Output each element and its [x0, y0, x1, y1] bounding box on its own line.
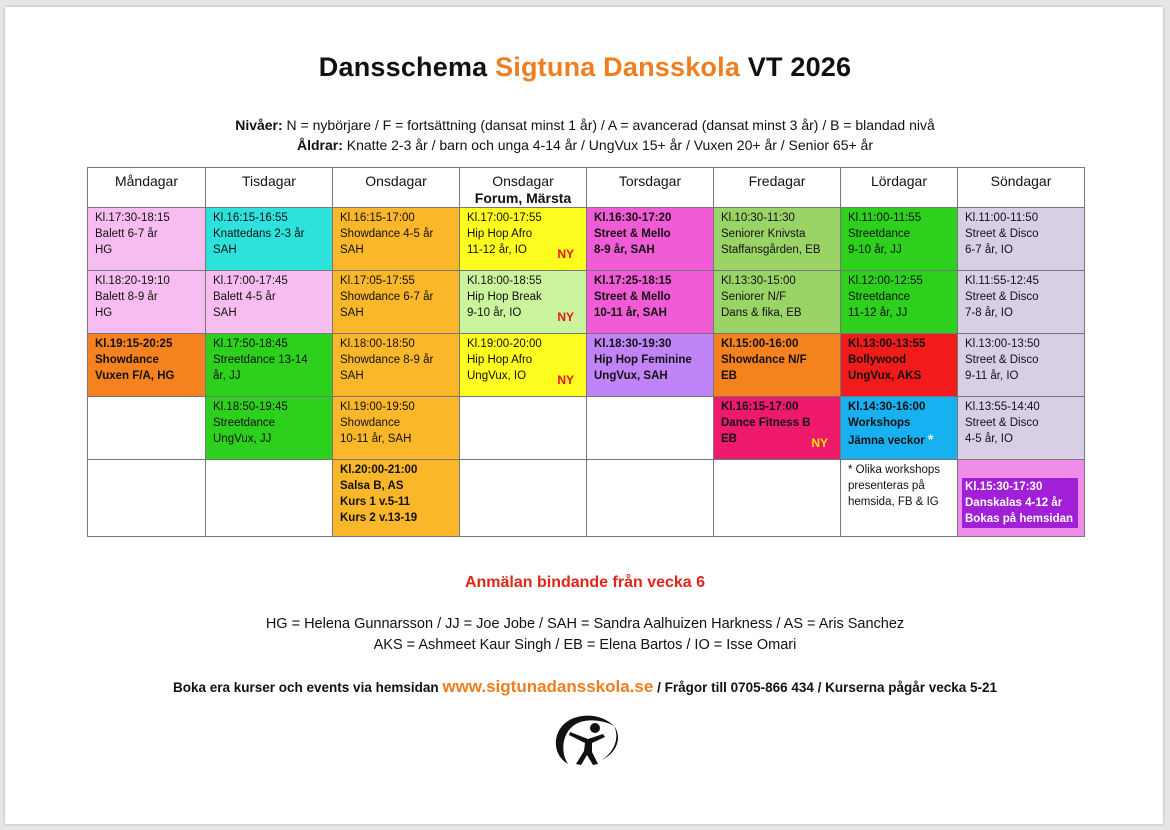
- slot-line: Kl.11:00-11:50: [965, 212, 1039, 224]
- empty-slot: [460, 460, 587, 537]
- slot-line: Knattedans 2-3 år: [213, 228, 305, 240]
- slot-line: 11-12 år, JJ: [848, 307, 908, 319]
- class-slot: [587, 208, 714, 271]
- slot-line: Vuxen F/A, HG: [95, 370, 175, 382]
- slot-line: Kl.20:00-21:00: [340, 464, 418, 476]
- slot-line: Kl.17:00-17:45: [213, 275, 288, 287]
- booking-pre: Boka era kurser och events via hemsidan: [172, 680, 443, 695]
- slot-line: Kl.15:30-17:30: [965, 481, 1043, 493]
- slot-line: 9-10 år, IO: [467, 307, 522, 319]
- slot-line: Kl.18:30-19:30: [594, 338, 672, 350]
- slot-line: Kurs 2 v.13-19: [340, 512, 418, 524]
- slot-line: 7-8 år, IO: [965, 307, 1013, 319]
- slot-line: 9-10 år, JJ: [848, 244, 902, 256]
- slot-line: Kl.11:00-11:55: [848, 212, 922, 224]
- schedule-row: [88, 334, 1085, 397]
- slot-line: UngVux, SAH: [594, 370, 668, 382]
- slot-line: * Olika workshops: [848, 464, 941, 476]
- class-slot: [714, 334, 841, 397]
- slot-line: Street & Disco: [965, 228, 1039, 240]
- class-slot: [958, 208, 1085, 271]
- slot-line: Showdance 4-5 år: [340, 228, 434, 240]
- class-slot: [714, 271, 841, 334]
- class-slot: [841, 208, 958, 271]
- slot-line: SAH: [213, 307, 237, 319]
- slot-line: presenteras på: [848, 480, 925, 492]
- day-header: Onsdagar: [333, 168, 460, 208]
- new-badge: NY: [557, 373, 574, 387]
- class-slot: [958, 271, 1085, 334]
- class-slot: [841, 334, 958, 397]
- class-slot: [333, 460, 460, 537]
- slot-line: 9-11 år, IO: [965, 370, 1019, 382]
- class-slot: [333, 271, 460, 334]
- slot-line: Balett 8-9 år: [95, 291, 158, 303]
- slot-line: Showdance 6-7 år: [340, 291, 434, 303]
- day-header: Måndagar: [88, 168, 206, 208]
- workshop-note: [841, 460, 958, 537]
- title-prefix: Dansschema: [318, 52, 496, 82]
- class-slot: [841, 271, 958, 334]
- slot-line: 6-7 år, IO: [965, 244, 1013, 256]
- slot-line: HG: [95, 307, 113, 319]
- slot-line: Kl.19:00-20:00: [467, 338, 542, 350]
- empty-slot: [88, 460, 206, 537]
- new-badge: NY: [811, 436, 828, 450]
- slot-line: Street & Mello: [594, 228, 671, 240]
- slot-line: Showdance 8-9 år: [340, 354, 434, 366]
- slot-line: Kl.17:05-17:55: [340, 275, 415, 287]
- class-slot: [841, 397, 958, 460]
- empty-slot: [206, 460, 333, 537]
- slot-line: 10-11 år, SAH: [340, 433, 412, 445]
- slot-line: 8-9 år, SAH: [594, 244, 655, 256]
- slot-line: Kl.18:20-19:10: [95, 275, 170, 287]
- slot-line: Kl.17:25-18:15: [594, 275, 672, 287]
- slot-line-wrap: [848, 431, 953, 449]
- levels-text: N = nybörjare / F = fortsättning (dansat minst 1 år) / A = avancerad (dansat minst 3 år) / B = blandad nivå: [282, 117, 935, 133]
- slot-line: Kl.17:50-18:45: [213, 338, 288, 350]
- teacher-legend-1: HG = Helena Gunnarsson / JJ = Joe Jobe / SAH = Sandra Aalhuizen Harkness / AS = Aris Sanchez: [265, 616, 905, 632]
- slot-line: Kl.13:30-15:00: [721, 275, 796, 287]
- slot-line: Street & Disco: [965, 354, 1039, 366]
- day-header: Lördagar: [841, 168, 958, 208]
- day-header: Torsdagar: [587, 168, 714, 208]
- danskalas-box: [962, 478, 1078, 528]
- slot-line: Seniorer Knivsta: [721, 228, 806, 240]
- class-slot: [206, 397, 333, 460]
- slot-line: Kl.16:30-17:20: [594, 212, 672, 224]
- slot-line: SAH: [213, 244, 237, 256]
- levels-legend: [0, 117, 1170, 133]
- signup-notice: Anmälan bindande från vecka 6: [464, 574, 706, 591]
- class-slot: [714, 208, 841, 271]
- slot-line: Kl.12:00-12:55: [848, 275, 923, 287]
- slot-line: UngVux, JJ: [213, 433, 272, 445]
- empty-slot: [587, 397, 714, 460]
- ages-label: Åldrar:: [296, 137, 343, 153]
- slot-line: Staffansgården, EB: [721, 244, 821, 256]
- class-slot: [714, 397, 841, 460]
- slot-line: EB: [721, 370, 737, 382]
- class-slot: [88, 271, 206, 334]
- empty-slot: [88, 397, 206, 460]
- ages-legend: [0, 137, 1170, 153]
- slot-line: Showdance: [340, 417, 401, 429]
- slot-line: Bokas på hemsidan: [965, 513, 1074, 525]
- slot-line: SAH: [340, 244, 364, 256]
- empty-slot: [587, 460, 714, 537]
- slot-line: Streetdance: [213, 417, 276, 429]
- day-header: Söndagar: [958, 168, 1085, 208]
- slot-line: Hip Hop Feminine: [594, 354, 692, 366]
- slot-line: Hip Hop Break: [467, 291, 542, 303]
- class-slot: [333, 397, 460, 460]
- slot-line: 4-5 år, IO: [965, 433, 1013, 445]
- slot-line: Kl.18:00-18:55: [467, 275, 542, 287]
- slot-line: Streetdance 13-14: [213, 354, 308, 366]
- slot-line: Kl.11:55-12:45: [965, 275, 1039, 287]
- class-slot: [88, 208, 206, 271]
- slot-line: Seniorer N/F: [721, 291, 787, 303]
- ages-text: Knatte 2-3 år / barn och unga 4-14 år / UngVux 15+ år / Vuxen 20+ år / Senior 65+ år: [342, 137, 874, 153]
- slot-line: Kl.16:15-17:00: [721, 401, 799, 413]
- slot-line: Kl.14:30-16:00: [848, 401, 926, 413]
- class-slot: [958, 334, 1085, 397]
- empty-slot: [714, 460, 841, 537]
- forum-location: Forum, Märsta: [474, 190, 572, 206]
- slot-line: EB: [721, 433, 737, 445]
- slot-line: Street & Mello: [594, 291, 671, 303]
- slot-line: Salsa B, AS: [340, 480, 404, 492]
- slot-line: Kl.17:00-17:55: [467, 212, 542, 224]
- new-badge: NY: [557, 310, 574, 324]
- slot-line: Kl.10:30-11:30: [721, 212, 795, 224]
- slot-line: Kl.13:55-14:40: [965, 401, 1040, 413]
- day-header: Tisdagar: [206, 168, 333, 208]
- slot-line: Hip Hop Afro: [467, 354, 533, 366]
- page-title: [0, 52, 1170, 83]
- slot-line: Danskalas 4-12 år: [965, 497, 1063, 509]
- slot-line: Kurs 1 v.5-11: [340, 496, 411, 508]
- class-slot: [587, 271, 714, 334]
- slot-line: Workshops: [848, 417, 911, 429]
- class-slot: [206, 271, 333, 334]
- slot-line: Balett 6-7 år: [95, 228, 158, 240]
- slot-line: Dans & fika, EB: [721, 307, 802, 319]
- slot-line: Kl.15:00-16:00: [721, 338, 799, 350]
- slot-line: Bollywood: [848, 354, 907, 366]
- slot-line: SAH: [340, 307, 364, 319]
- booking-info: [0, 677, 1170, 697]
- day-header: Onsdagar: [492, 173, 554, 189]
- slot-line: Kl.16:15-16:55: [213, 212, 288, 224]
- slot-line: Kl.13:00-13:50: [965, 338, 1040, 350]
- class-slot: [460, 208, 587, 271]
- title-suffix: VT 2026: [740, 52, 852, 82]
- slot-line: Kl.16:15-17:00: [340, 212, 415, 224]
- class-slot: [206, 334, 333, 397]
- slot-line: Jämna veckor: [848, 435, 925, 447]
- slot-line: Kl.19:15-20:25: [95, 338, 173, 350]
- class-slot: [958, 397, 1085, 460]
- booking-post: / Frågor till 0705-866 434 / Kurserna pågår vecka 5-21: [653, 680, 998, 695]
- slot-line: 10-11 år, SAH: [594, 307, 667, 319]
- schedule-row: [88, 271, 1085, 334]
- dancer-logo-icon: [548, 712, 624, 768]
- slot-line: Street & Disco: [965, 417, 1039, 429]
- slot-line: Hip Hop Afro: [467, 228, 533, 240]
- new-badge: NY: [557, 247, 574, 261]
- website-link[interactable]: www.sigtunadansskola.se: [442, 677, 654, 696]
- slot-line: Streetdance: [848, 228, 911, 240]
- slot-line: Showdance N/F: [721, 354, 807, 366]
- class-slot: [587, 334, 714, 397]
- slot-line: Streetdance: [848, 291, 911, 303]
- slot-line: Kl.18:00-18:50: [340, 338, 415, 350]
- levels-label: Nivåer:: [235, 117, 283, 133]
- slot-line: Kl.19:00-19:50: [340, 401, 415, 413]
- slot-line: SAH: [340, 370, 364, 382]
- slot-line: Street & Disco: [965, 291, 1039, 303]
- slot-line: 11-12 år, IO: [467, 244, 527, 256]
- slot-line: UngVux, IO: [467, 370, 527, 382]
- day-header-row: [88, 168, 1085, 208]
- slot-line: Dance Fitness B: [721, 417, 811, 429]
- title-brand: Sigtuna Dansskola: [495, 52, 741, 82]
- day-header: Fredagar: [714, 168, 841, 208]
- slot-line: Showdance: [95, 354, 159, 366]
- day-header-forum: [460, 168, 587, 208]
- schedule-row: [88, 397, 1085, 460]
- slot-line: Kl.18:50-19:45: [213, 401, 288, 413]
- slot-line: Balett 4-5 år: [213, 291, 276, 303]
- schedule-table: [87, 167, 1085, 537]
- slot-line: UngVux, AKS: [848, 370, 922, 382]
- teacher-legend-2: AKS = Ashmeet Kaur Singh / EB = Elena Bartos / IO = Isse Omari: [373, 637, 797, 653]
- class-slot: [88, 334, 206, 397]
- asterisk-mark: *: [927, 431, 934, 447]
- slot-line: Kl.13:00-13:55: [848, 338, 926, 350]
- slot-line: hemsida, FB & IG: [848, 496, 939, 508]
- slot-line: år, JJ: [213, 370, 241, 382]
- slot-line: Kl.17:30-18:15: [95, 212, 170, 224]
- empty-slot: [460, 397, 587, 460]
- class-slot: [460, 334, 587, 397]
- class-slot: [460, 271, 587, 334]
- class-slot: [958, 460, 1085, 537]
- slot-line: HG: [95, 244, 113, 256]
- class-slot: [333, 208, 460, 271]
- class-slot: [333, 334, 460, 397]
- schedule-row: [88, 208, 1085, 271]
- schedule-row: [88, 460, 1085, 537]
- class-slot: [206, 208, 333, 271]
